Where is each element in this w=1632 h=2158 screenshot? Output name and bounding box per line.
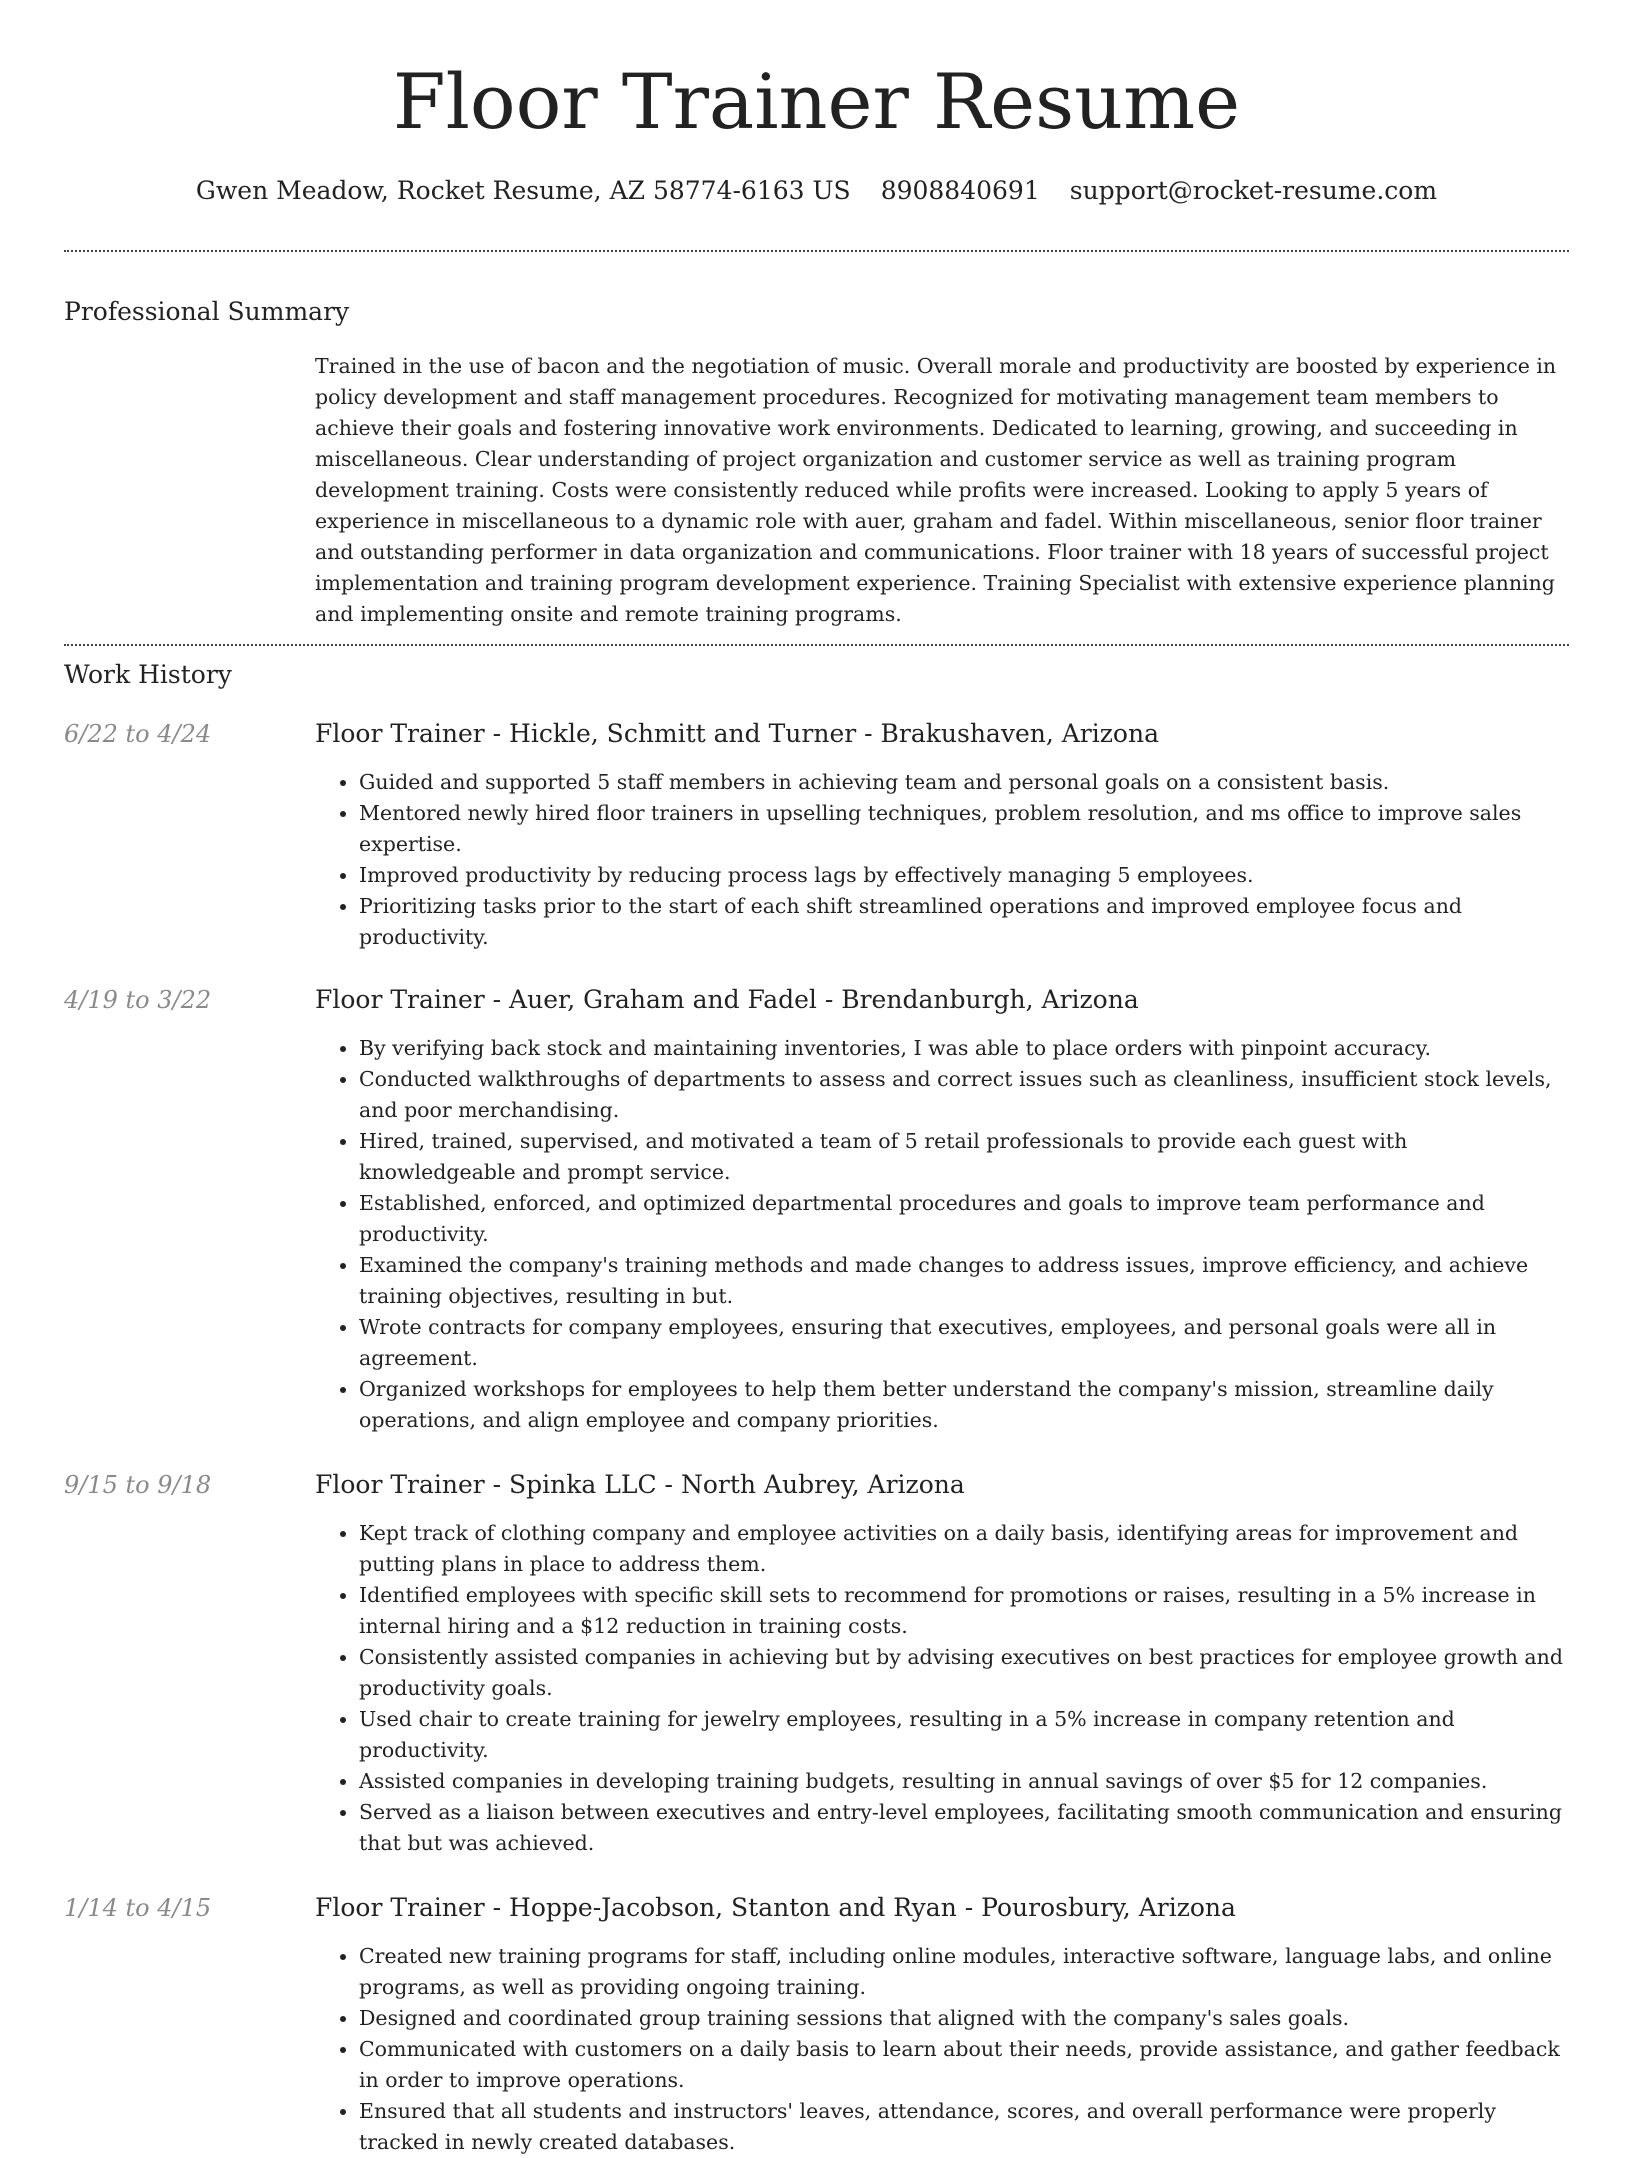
job-bullet: • By verifying back stock and maintaining inventories, I was able to place orders with pinpoint accuracy. <box>359 1033 1569 1064</box>
divider <box>64 644 1569 646</box>
job-entry <box>64 717 1569 953</box>
job-dates: 9/15 to 9/18 <box>64 1471 212 1499</box>
job-entry <box>64 1891 1569 2158</box>
contact-phone: 8908840691 <box>880 176 1040 205</box>
resume-title: Floor Trainer Resume <box>392 57 1241 146</box>
job-bullet: • Conducted walkthroughs of departments to assess and correct issues such as cleanliness, insufficient stock levels, and poor merchandising. <box>359 1064 1569 1126</box>
contact-address: Gwen Meadow, Rocket Resume, AZ 58774-6163 US <box>195 176 851 205</box>
job-dates: 4/19 to 3/22 <box>64 986 212 1014</box>
summary-text: Trained in the use of bacon and the negotiation of music. Overall morale and productivity are boosted by experience in policy development and staff management procedures. Recognized for motivating management team members to achieve their goals and fostering innovative work environments. Dedicated to learning, growing, and succeeding in miscellaneous. Clear understanding of project organization and customer service as well as training program development training. Costs were consistently reduced while profits were increased. Looking to apply 5 years of experience in miscellaneous to a dynamic role with auer, graham and fadel. Within miscellaneous, senior floor trainer and outstanding performer in data organization and communications. Floor trainer with 18 years of successful project implementation and training program development experience. Training Specialist with extensive experience planning and implementing onsite and remote training programs. <box>315 354 1557 626</box>
job-bullet: • Wrote contracts for company employees, ensuring that executives, employees, and personal goals were all in agreement. <box>359 1312 1569 1374</box>
job-bullet: • Designed and coordinated group training sessions that aligned with the company's sales goals. <box>359 2003 1569 2034</box>
resume-page <box>64 0 1569 2158</box>
job-bullet: • Assisted companies in developing training budgets, resulting in annual savings of over $5 for 12 companies. <box>359 1766 1569 1797</box>
summary-heading: Professional Summary <box>64 297 350 326</box>
job-bullets <box>315 1941 1569 2158</box>
job-bullet: • Organized workshops for employees to help them better understand the company's mission, streamline daily operations, and align employee and company priorities. <box>359 1374 1569 1436</box>
job-entry <box>64 983 1569 1436</box>
job-bullet: • Used chair to create training for jewelry employees, resulting in a 5% increase in company retention and productivity. <box>359 1704 1569 1766</box>
job-bullet: • Ensured that all students and instructors' leaves, attendance, scores, and overall performance were properly tracked in newly created databases. <box>359 2096 1569 2158</box>
job-bullet: • Served as a liaison between executives and entry-level employees, facilitating smooth communication and ensuring that but was achieved. <box>359 1797 1569 1859</box>
work-history-heading: Work History <box>64 660 232 689</box>
job-bullet: • Prioritizing tasks prior to the start of each shift streamlined operations and improved employee focus and productivity. <box>359 891 1569 953</box>
job-bullet: • Guided and supported 5 staff members in achieving team and personal goals on a consistent basis. <box>359 767 1569 798</box>
job-bullet: • Examined the company's training methods and made changes to address issues, improve efficiency, and achieve training objectives, resulting in but. <box>359 1250 1569 1312</box>
job-title: Floor Trainer - Hickle, Schmitt and Turner - Brakushaven, Arizona <box>315 719 1159 748</box>
divider <box>64 250 1569 252</box>
job-bullet: • Created new training programs for staff, including online modules, interactive software, language labs, and online programs, as well as providing ongoing training. <box>359 1941 1569 2003</box>
job-bullet: • Mentored newly hired floor trainers in upselling techniques, problem resolution, and ms office to improve sales expertise. <box>359 798 1569 860</box>
job-bullet: • Communicated with customers on a daily basis to learn about their needs, provide assistance, and gather feedback in order to improve operations. <box>359 2034 1569 2096</box>
job-title: Floor Trainer - Hoppe-Jacobson, Stanton and Ryan - Pourosbury, Arizona <box>315 1893 1236 1922</box>
job-bullets <box>315 767 1569 953</box>
job-bullet: • Kept track of clothing company and employee activities on a daily basis, identifying areas for improvement and putting plans in place to address them. <box>359 1518 1569 1580</box>
job-title: Floor Trainer - Spinka LLC - North Aubrey, Arizona <box>315 1470 965 1499</box>
job-bullet: • Identified employees with specific skill sets to recommend for promotions or raises, resulting in a 5% increase in internal hiring and a $12 reduction in training costs. <box>359 1580 1569 1642</box>
job-bullet: • Established, enforced, and optimized departmental procedures and goals to improve team performance and productivity. <box>359 1188 1569 1250</box>
job-bullet: • Improved productivity by reducing process lags by effectively managing 5 employees. <box>359 860 1569 891</box>
job-dates: 1/14 to 4/15 <box>64 1894 212 1922</box>
job-bullets <box>315 1518 1569 1859</box>
job-title: Floor Trainer - Auer, Graham and Fadel - Brendanburgh, Arizona <box>315 985 1139 1014</box>
job-dates: 6/22 to 4/24 <box>64 720 212 748</box>
contact-email: support@rocket-resume.com <box>1069 176 1438 205</box>
contact-line <box>64 174 1569 208</box>
job-bullets <box>315 1033 1569 1436</box>
job-entry <box>64 1468 1569 1859</box>
job-bullet: • Hired, trained, supervised, and motivated a team of 5 retail professionals to provide each guest with knowledgeable and prompt service. <box>359 1126 1569 1188</box>
job-bullet: • Consistently assisted companies in achieving but by advising executives on best practices for employee growth and productivity goals. <box>359 1642 1569 1704</box>
